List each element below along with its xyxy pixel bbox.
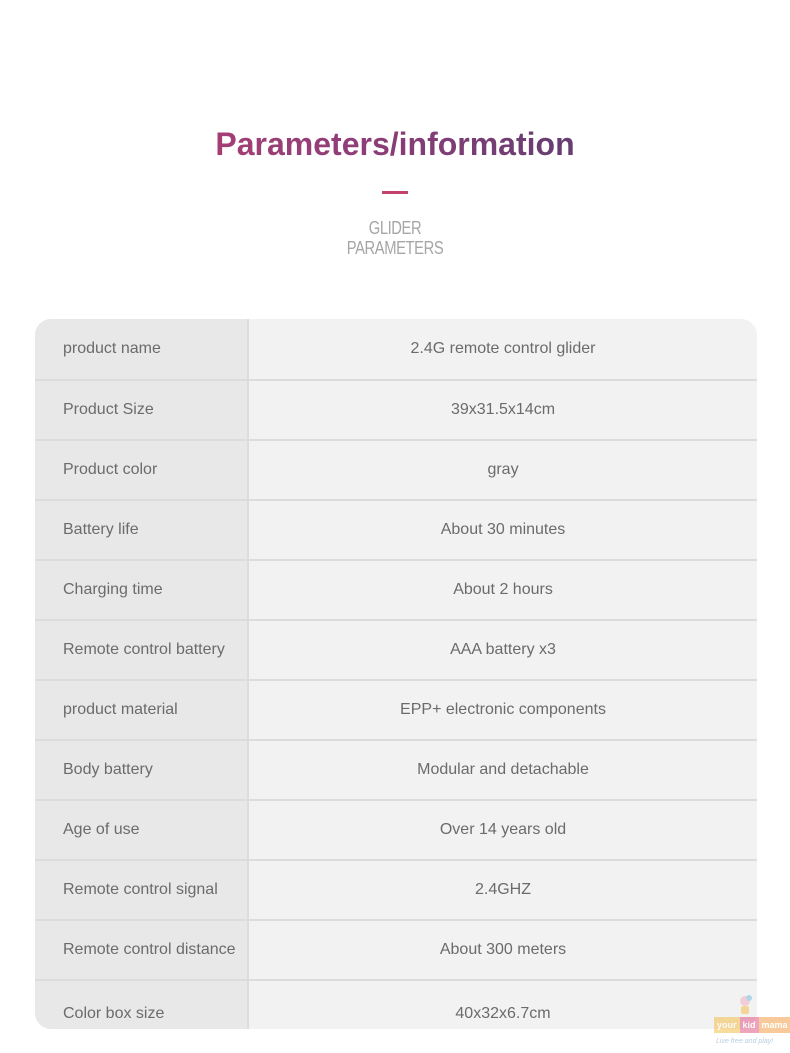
- param-label: product material: [35, 681, 249, 739]
- table-row: [35, 921, 757, 981]
- subtitle-line-2: PARAMETERS: [346, 238, 444, 258]
- param-label: Remote control signal: [35, 861, 249, 919]
- param-label: product name: [35, 319, 249, 379]
- param-label: Body battery: [35, 741, 249, 799]
- param-value: 2.4G remote control glider: [410, 340, 596, 357]
- table-row: [35, 561, 757, 621]
- subtitle-line-1: GLIDER: [368, 218, 422, 238]
- table-row: [35, 741, 757, 801]
- title-divider: [382, 191, 408, 194]
- param-value: gray: [487, 461, 519, 478]
- param-label: Battery life: [35, 501, 249, 559]
- table-row: [35, 801, 757, 861]
- table-row: [35, 621, 757, 681]
- param-label: Charging time: [35, 561, 249, 619]
- param-value: Modular and detachable: [417, 761, 589, 778]
- param-label: Product color: [35, 441, 249, 499]
- param-label: Remote control distance: [35, 921, 249, 979]
- param-value: About 2 hours: [453, 581, 553, 598]
- table-row: [35, 441, 757, 501]
- table-row: [35, 319, 757, 381]
- parameters-table: [35, 319, 757, 1029]
- param-label: Age of use: [35, 801, 249, 859]
- param-label: Product Size: [35, 381, 249, 439]
- watermark-tagline: Live free and play!: [716, 1038, 774, 1045]
- watermark-wordmark: [714, 1017, 788, 1033]
- watermark-part-2: kid: [740, 1017, 759, 1033]
- table-row: [35, 381, 757, 441]
- param-value: 40x32x6.7cm: [455, 1005, 551, 1022]
- section-subtitle: [71, 218, 719, 258]
- param-value: 2.4GHZ: [474, 881, 531, 898]
- table-row: [35, 681, 757, 741]
- watermark-part-3: mama: [759, 1017, 790, 1033]
- kid-icon: [736, 995, 754, 1015]
- param-value: EPP+ electronic components: [400, 701, 606, 718]
- param-value: Over 14 years old: [439, 821, 567, 838]
- watermark-logo: [714, 995, 786, 1051]
- param-label: Color box size: [35, 981, 249, 1029]
- param-label: Remote control battery: [35, 621, 249, 679]
- param-value: About 30 minutes: [440, 521, 566, 538]
- param-value: 39x31.5x14cm: [450, 401, 556, 418]
- table-row: [35, 501, 757, 561]
- param-value: About 300 meters: [439, 941, 567, 958]
- param-value: AAA battery x3: [450, 641, 556, 658]
- table-row: [35, 981, 757, 1029]
- watermark-part-1: your: [714, 1017, 740, 1033]
- table-row: [35, 861, 757, 921]
- page-title: Parameters/information: [0, 126, 790, 163]
